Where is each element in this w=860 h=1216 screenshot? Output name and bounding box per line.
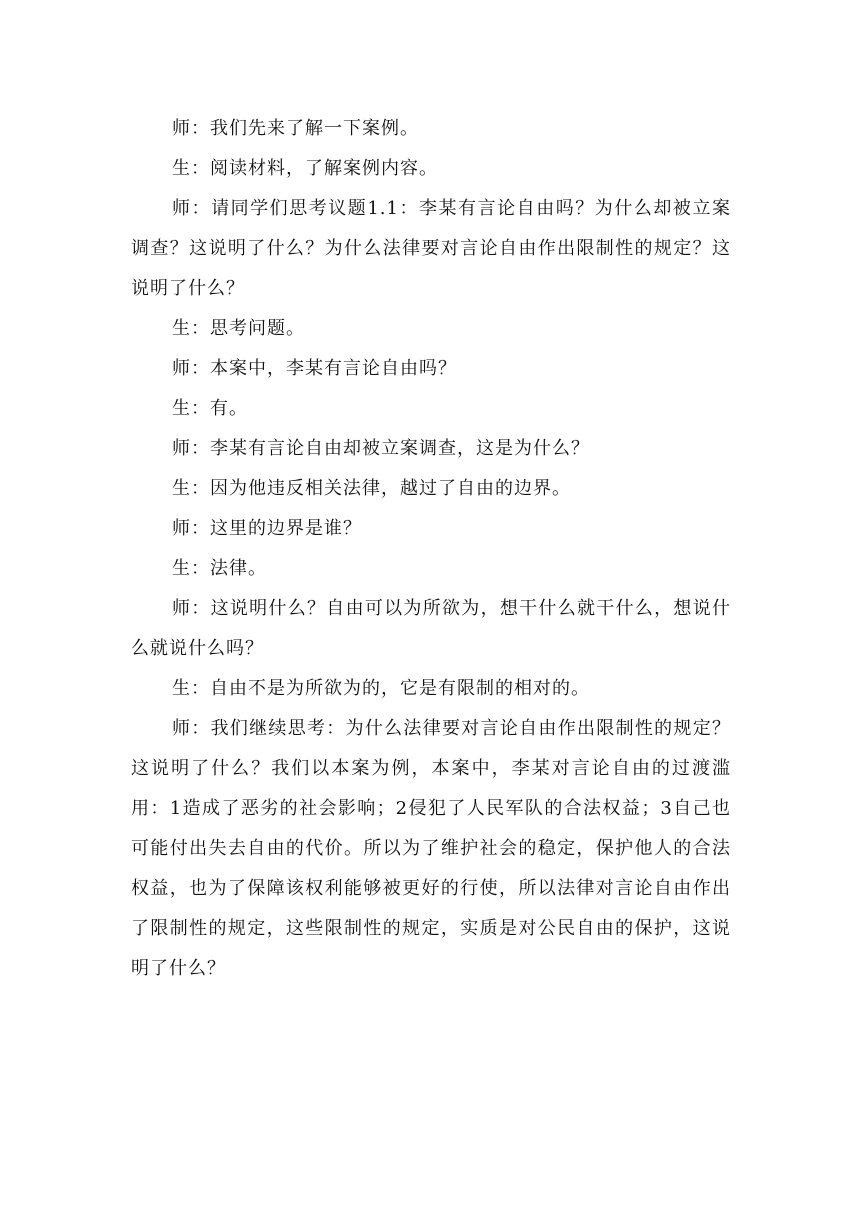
dialogue-line-student: 生：因为他违反相关法律，越过了自由的边界。 (172, 478, 571, 499)
dialogue-line-teacher: 师：请同学们思考议题1.1：李某有言论自由吗？为什么却被立案调查？这说明了什么？为什么法律要对言论自由作出限制性的规定？这说明了什么？ (131, 198, 731, 299)
dialogue-line-student: 生：阅读材料，了解案例内容。 (172, 158, 438, 179)
dialogue-line-student: 生：有。 (172, 398, 248, 419)
dialogue-line-teacher: 师：这说明什么？自由可以为所欲为，想干什么就干什么，想说什么就说什么吗？ (131, 598, 731, 659)
dialogue-line-teacher: 师：本案中，李某有言论自由吗？ (172, 358, 457, 379)
dialogue-line-student: 生：法律。 (172, 558, 267, 579)
dialogue-line-student: 生：思考问题。 (172, 318, 305, 339)
dialogue-line-teacher: 师：这里的边界是谁？ (172, 518, 362, 539)
document-page (131, 109, 731, 989)
dialogue-line-teacher: 师：我们先来了解一下案例。 (172, 118, 419, 139)
dialogue-line-student: 生：自由不是为所欲为的，它是有限制的相对的。 (172, 678, 590, 699)
dialogue-line-teacher: 师：我们继续思考：为什么法律要对言论自由作出限制性的规定？这说明了什么？我们以本案为例，本案中，李某对言论自由的过渡滥用：1造成了恶劣的社会影响；2侵犯了人民军队的合法权益；3自己也可能付出失去自由的代价。所以为了维护社会的稳定，保护他人的合法权益，也为了保障该权利能够被更好的行使，所以法律对言论自由作出了限制性的规定，这些限制性的规定，实质是对公民自由的保护，这说明了什么？ (131, 718, 731, 979)
dialogue-line-teacher: 师：李某有言论自由却被立案调查，这是为什么？ (172, 438, 590, 459)
